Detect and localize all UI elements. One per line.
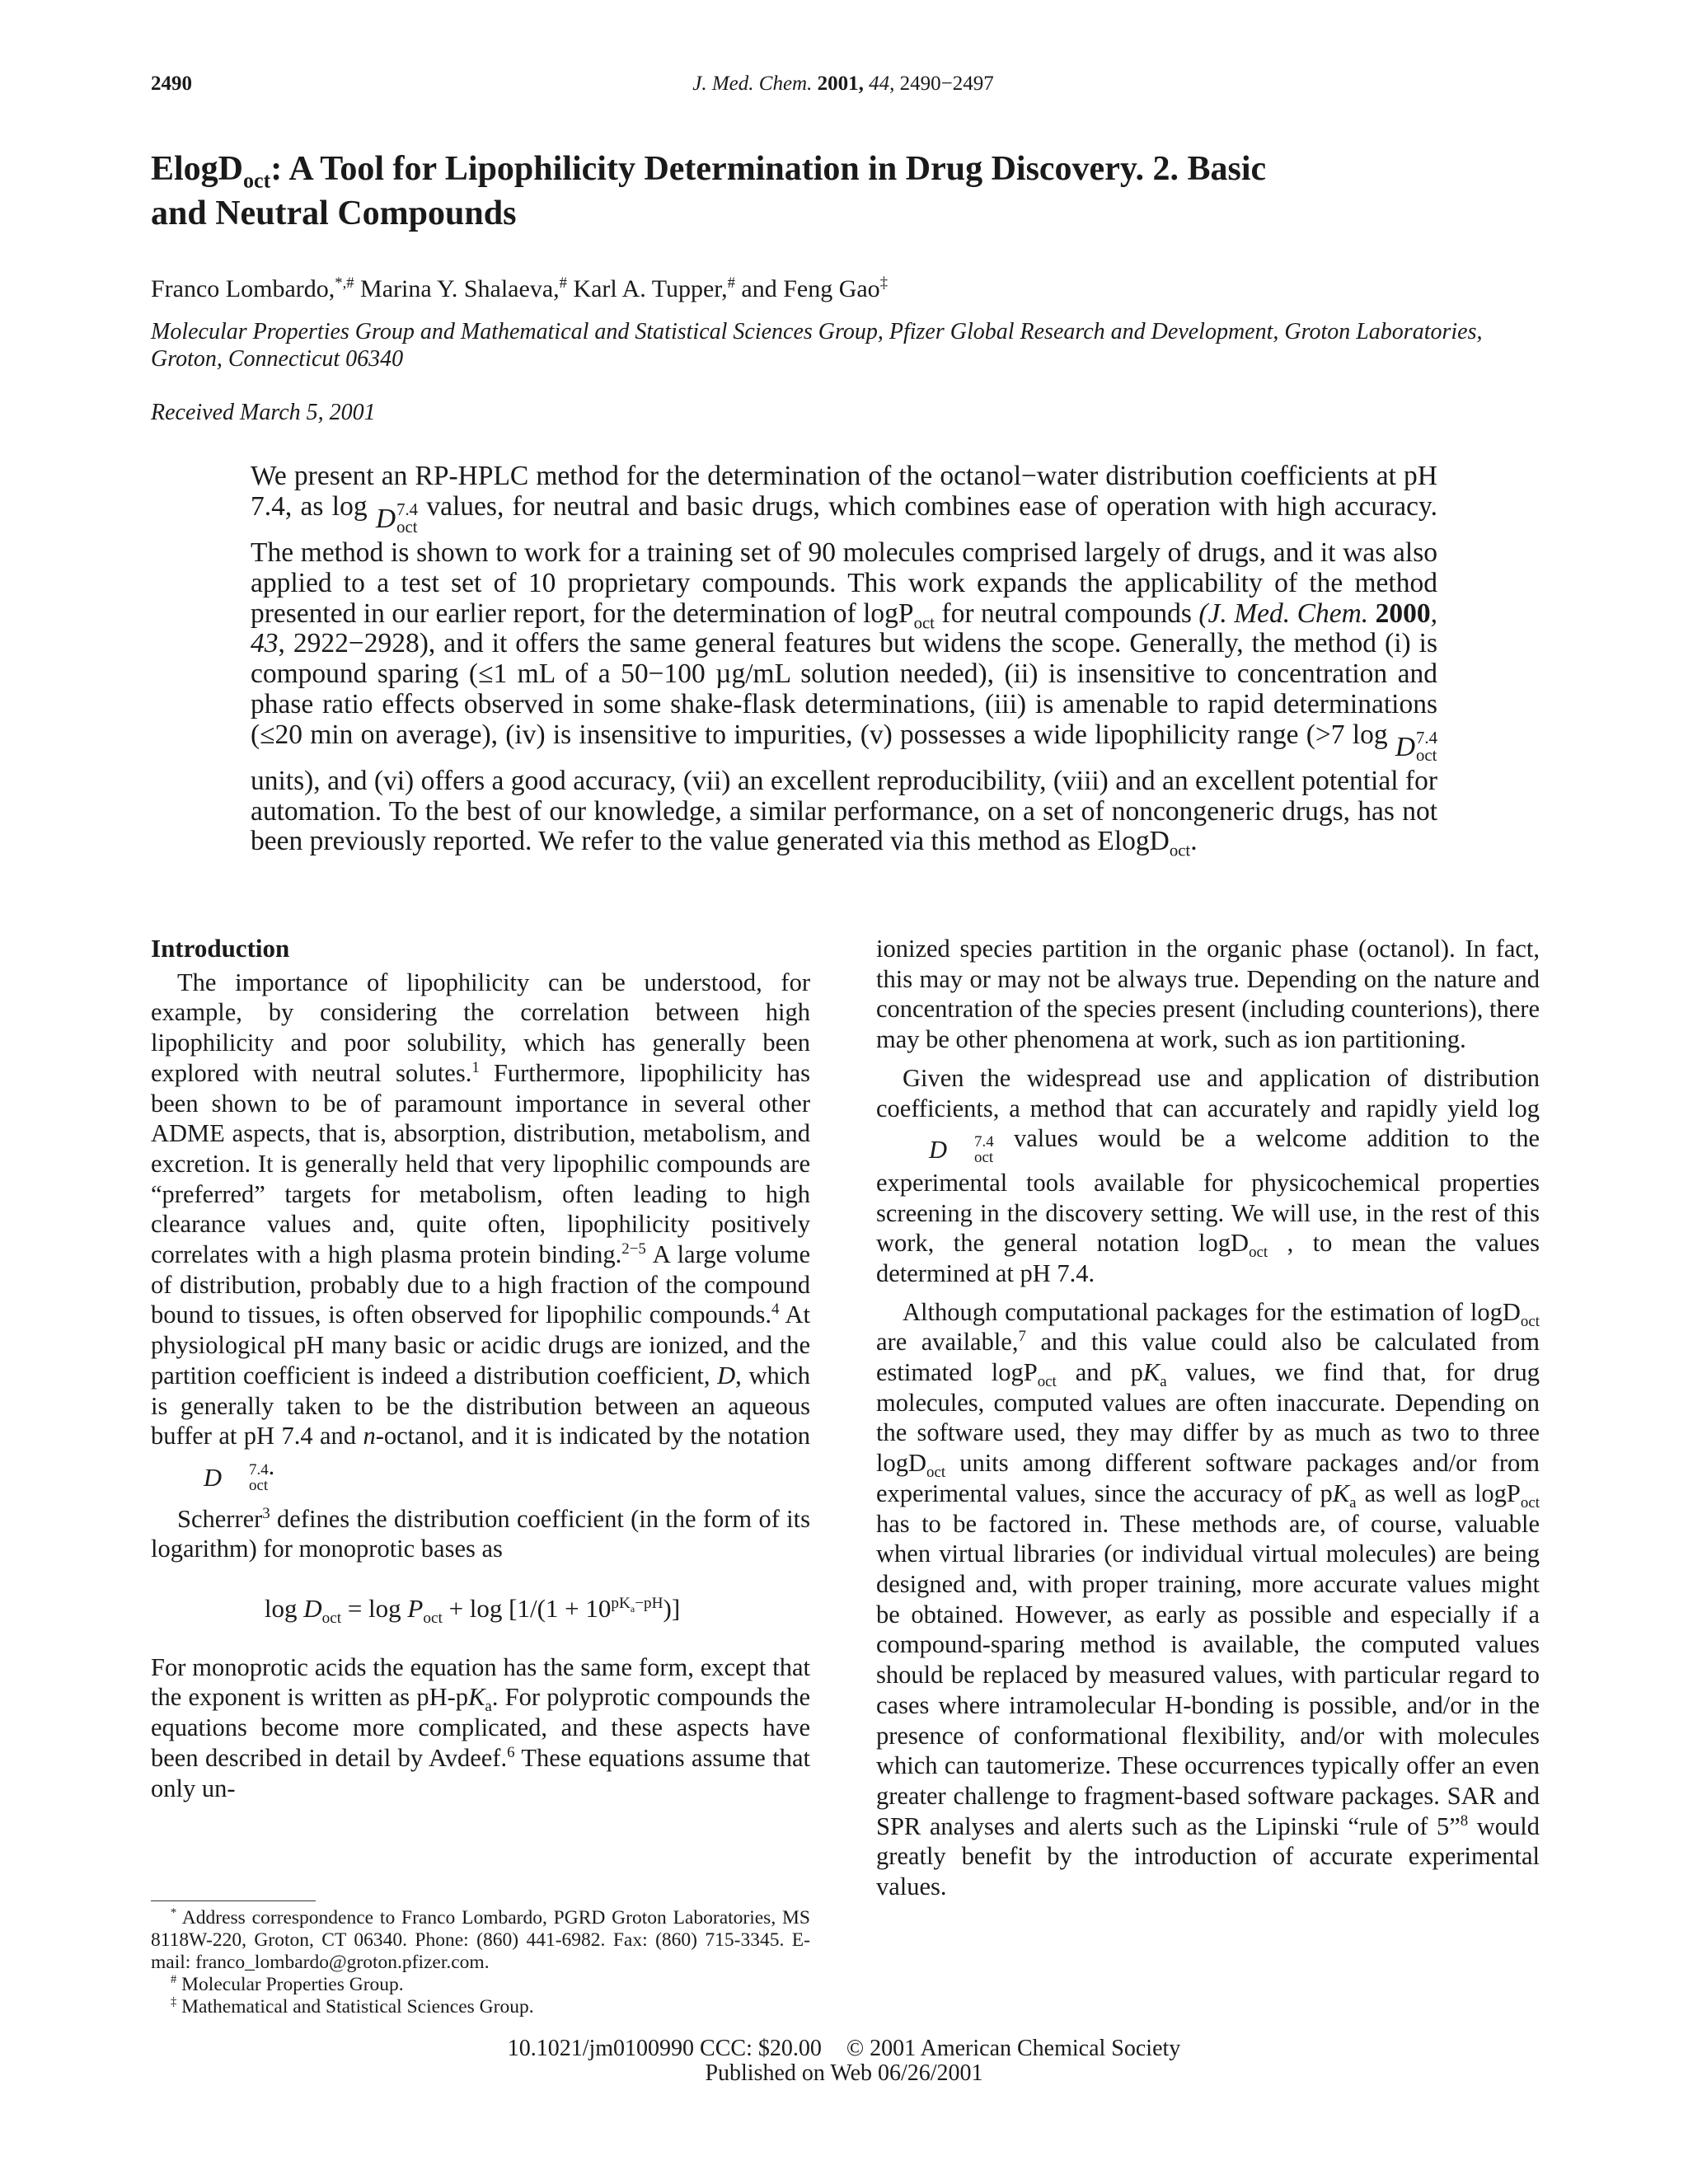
text: Mathematical and Statistical Sciences Group. — [176, 1996, 534, 2018]
title-rest: : A Tool for Lipophilicity Determination in Drug Discovery. 2. Basic — [270, 150, 1267, 188]
author-2: Marina Y. Shalaeva, — [354, 275, 560, 302]
text: , to mean the values determined at pH 7.4. — [876, 1229, 1540, 1287]
sup-74: 7.4 — [974, 1133, 994, 1151]
text: oct — [1520, 1312, 1540, 1330]
d-symbol: D — [204, 1463, 223, 1492]
abstract-cite-journal: (J. Med. Chem. — [1198, 598, 1369, 629]
d-symbol: D — [1395, 731, 1416, 762]
text: has to be factored in. These methods are, of course, valuable when virtual libraries (or individual virtual molecules) are being designed and, with proper training, more accurate values might be obtained. However, as early as possible and especially if a compound-sparing method is available, the computed values should be replaced by measured values, with particular regard to cases where intramolecular H-bonding is possible, and/or in the presence of conformational flexibility, and/or with molecules which can tautomerize. These occurrences typically offer an even greater challenge to fragment-based software packages. SAR and SPR analyses and alerts such as the Lipinski “rule of 5” — [876, 1509, 1540, 1840]
text: K — [468, 1683, 485, 1712]
journal-volume: 44, — [869, 73, 895, 95]
text: The importance of lipophilicity can be understood, for example, by considering the correlation between high lipophilicity and poor solubility, which has generally been explored with neutral solutes. — [151, 968, 810, 1087]
sup-74: 7.4 — [249, 1460, 269, 1479]
text: a — [485, 1698, 492, 1716]
intro-paragraph-2 — [151, 1504, 810, 1564]
affiliation: Molecular Properties Group and Mathematical and Statistical Sciences Group, Pfizer Global Research and Development, Groton Laboratories, Groton, Connecticut 06340 — [151, 319, 1483, 372]
footnote-rule — [151, 1900, 316, 1901]
author-4: and Feng Gao — [734, 275, 880, 302]
text: K — [1142, 1358, 1160, 1387]
text: . — [268, 1451, 275, 1480]
abstract-text-2: values, for neutral and basic drugs, which combines ease of operation with high accuracy. The method is shown to work for a training set of 90 molecules comprised largely of drugs, and it was also applied to a test set of 10 proprietary compounds. This work expands the applicability of the method presented in our earlier report, for the determination of logP — [251, 490, 1437, 629]
text: a — [1349, 1493, 1357, 1511]
author-4-marks: ‡ — [879, 274, 888, 292]
right-paragraph-2 — [876, 1297, 1540, 1902]
sub-oct: oct — [974, 1149, 994, 1167]
abstract-cite-year: 2000 — [1368, 598, 1431, 629]
text: oct — [926, 1464, 946, 1482]
text: . For polyprotic compounds the equations become more complicated, and these aspects have been described in detail by Avdeef. — [151, 1683, 810, 1772]
journal-pages: 2490−2497 — [899, 73, 994, 95]
author-3-marks: # — [727, 274, 735, 292]
text: −pH — [635, 1594, 663, 1612]
text: Although computational packages for the estimation of logD — [903, 1297, 1521, 1326]
text: Scherrer — [177, 1504, 263, 1533]
text: defines the distribution coefficient (in the form of its logarithm) for monoprotic bases as — [151, 1504, 810, 1563]
abstract-sub-oct-2: oct — [1169, 841, 1191, 861]
text: Molecular Properties Group. — [176, 1974, 404, 1995]
ref-7: 7 — [1018, 1328, 1026, 1346]
text: a — [630, 1602, 635, 1615]
text: units among different software packages and/or from experimental values, since the accuracy of p — [876, 1449, 1540, 1507]
text: D — [303, 1593, 322, 1623]
d-symbol: D — [929, 1135, 948, 1164]
text: + log [1/(1 + 10 — [442, 1593, 612, 1623]
published-line: Published on Web 06/26/2001 — [705, 2060, 983, 2086]
text: oct — [321, 1610, 342, 1628]
abstract-text-1: We present an RP-HPLC method for the determination of the octanol−water distribution coefficients at pH 7.4, as log — [251, 461, 1437, 522]
text: oct — [423, 1610, 443, 1628]
sub-oct: oct — [396, 518, 418, 537]
footnote-correspondence — [151, 1907, 810, 1974]
text: pK — [611, 1594, 631, 1612]
sub-oct: oct — [1416, 746, 1437, 766]
d-oct-74-symbol — [876, 1133, 994, 1168]
copyright: © 2001 American Chemical Society — [846, 2036, 1181, 2061]
ref-8: 8 — [1460, 1811, 1469, 1830]
title-sub: oct — [243, 168, 271, 193]
page-number: 2490 — [151, 73, 192, 95]
ref-3: 3 — [262, 1504, 270, 1522]
text: oct — [1037, 1373, 1057, 1391]
right-paragraph-1 — [876, 1063, 1540, 1289]
title-prefix: ElogD — [151, 150, 244, 188]
text: Address correspondence to Franco Lombardo, PGRD Groton Laboratories, MS 8118W-220, Groton, CT 06340. Phone: (860) 441-6982. Fax: (860) 715-3345. E-mail: franco_lombardo@groton.pfizer.com. — [151, 1907, 810, 1973]
d-symbol: D — [375, 503, 396, 534]
text: K — [1332, 1479, 1350, 1507]
text: For monoprotic acids the equation has the same form, except that the exponent is written as pH-p — [151, 1652, 810, 1712]
text: At physiological pH many basic or acidic drugs are ionized, and the partition coefficient is indeed a distribution coefficient, — [151, 1301, 810, 1390]
text: as well as logP — [1356, 1479, 1521, 1507]
journal-citation — [151, 73, 1536, 96]
text: log — [264, 1593, 304, 1623]
text: values, we find that, for drug molecules, computed values are often inaccurate. Depending on the software used, they may differ by as much as two to three logD — [876, 1358, 1540, 1478]
text: oct — [1520, 1493, 1540, 1511]
author-list — [151, 275, 888, 303]
d-italic: D — [717, 1361, 736, 1390]
text: These equations assume that only un- — [151, 1743, 810, 1802]
text: )] — [663, 1593, 681, 1623]
equation-log-d — [134, 1593, 810, 1628]
footnote-molecular-properties — [151, 1974, 810, 1996]
text: Furthermore, lipophilicity has been shown to be of paramount importance in several other ADME aspects, that is, absorption, distribution, metabolism, and excretion. It is generally held that very lipophilic compounds are “preferred” targets for metabolism, often leading to high clearance values and, quite often, lipophilicity positively correlates with a high plasma protein binding. — [151, 1058, 810, 1269]
abstract-text-3: for neutral compounds — [934, 598, 1199, 629]
text: would greatly benefit by the introduction of accurate experimental values. — [876, 1811, 1540, 1901]
journal-year: 2001, — [817, 73, 864, 95]
sup-74: 7.4 — [1416, 729, 1437, 748]
d-oct-74-symbol — [1395, 729, 1437, 766]
d-oct-74-symbol — [375, 500, 419, 538]
abstract — [251, 461, 1437, 861]
ref-6: 6 — [507, 1743, 515, 1761]
text: , which is generally taken to be the distribution between an aqueous buffer at pH 7.4 and — [151, 1361, 810, 1451]
left-column — [151, 934, 810, 1803]
title-line2: and Neutral Compounds — [151, 194, 517, 232]
d-oct-74-symbol — [151, 1460, 269, 1496]
sup-74: 7.4 — [396, 500, 419, 520]
ref-4: 4 — [771, 1301, 780, 1319]
text: a — [1160, 1373, 1167, 1391]
author-1-marks: *,# — [335, 274, 354, 292]
text: and p — [1056, 1358, 1143, 1387]
text: P — [407, 1593, 424, 1623]
text: -octanol, and it is indicated by the notation — [375, 1422, 811, 1451]
text: A large volume of distribution, probably due to a high fraction of the compound bound to tissues, is often observed for lipophilic compounds. — [151, 1240, 810, 1329]
sub-oct: oct — [249, 1476, 269, 1494]
received-date: Received March 5, 2001 — [151, 400, 376, 425]
section-heading-introduction: Introduction — [151, 934, 290, 963]
abstract-cite-volume: , 43 — [251, 598, 1437, 659]
text: # — [171, 1973, 177, 1987]
ref-1: 1 — [471, 1058, 480, 1076]
right-paragraph-0: ionized species partition in the organic phase (octanol). In fact, this may or may not be always true. Depending on the nature and concentration of the species present (including counterions), there may be other phenomena at work, such as ion partitioning. — [876, 935, 1540, 1054]
text: Given the widespread use and application of distribution coefficients, a method that can accurately and rapidly yield log — [876, 1063, 1540, 1122]
abstract-sub-oct: oct — [913, 613, 935, 633]
abstract-text-5: units), and (vi) offers a good accuracy, (vii) an excellent reproducibility, (viii) and an excellent potential for automation. To the best of our knowledge, a similar performance, on a set of noncongeneric drugs, has not been previously reported. We refer to the value generated via this method as ElogD — [251, 765, 1437, 857]
intro-paragraph-1 — [151, 968, 810, 1496]
author-1: Franco Lombardo, — [151, 275, 335, 302]
author-2-marks: # — [559, 274, 567, 292]
intro-paragraph-3 — [151, 1652, 810, 1804]
right-column — [876, 934, 1540, 1902]
text: oct — [1249, 1244, 1268, 1262]
text: ‡ — [171, 1995, 177, 2009]
text: = log — [341, 1593, 408, 1623]
author-3: Karl A. Tupper, — [566, 275, 728, 302]
footnote-statistical-sciences — [151, 1996, 810, 2018]
abstract-text-6: . — [1190, 826, 1198, 857]
doi-line — [0, 2036, 1688, 2062]
article-title — [151, 147, 1536, 236]
text: and this value could also be calculated from estimated logP — [876, 1328, 1540, 1387]
journal-name: J. Med. Chem. — [692, 73, 813, 95]
n-italic: n — [363, 1422, 376, 1451]
text: * — [171, 1906, 177, 1920]
ref-2-5: 2−5 — [621, 1240, 646, 1258]
abstract-text-4: , 2922−2928), and it offers the same general features but widens the scope. Generally, the method (i) is compound sparing (≤1 mL of a 50−100 µg/mL solution needed), (ii) is insensitive to concentration and phase ratio effects observed in some shake-flask determinations, (iii) is amenable to rapid determinations (≤20 min on average), (iv) is insensitive to impurities, (v) possesses a wide lipophilicity range (>7 log — [251, 628, 1437, 750]
footnotes — [151, 1907, 810, 2018]
text: values would be a welcome addition to the experimental tools available for physicochemical properties screening in the discovery setting. We will use, in the rest of this work, the general notation logD — [876, 1124, 1540, 1258]
text: are available, — [876, 1328, 1019, 1357]
doi: 10.1021/jm0100990 CCC: $20.00 — [507, 2036, 822, 2061]
